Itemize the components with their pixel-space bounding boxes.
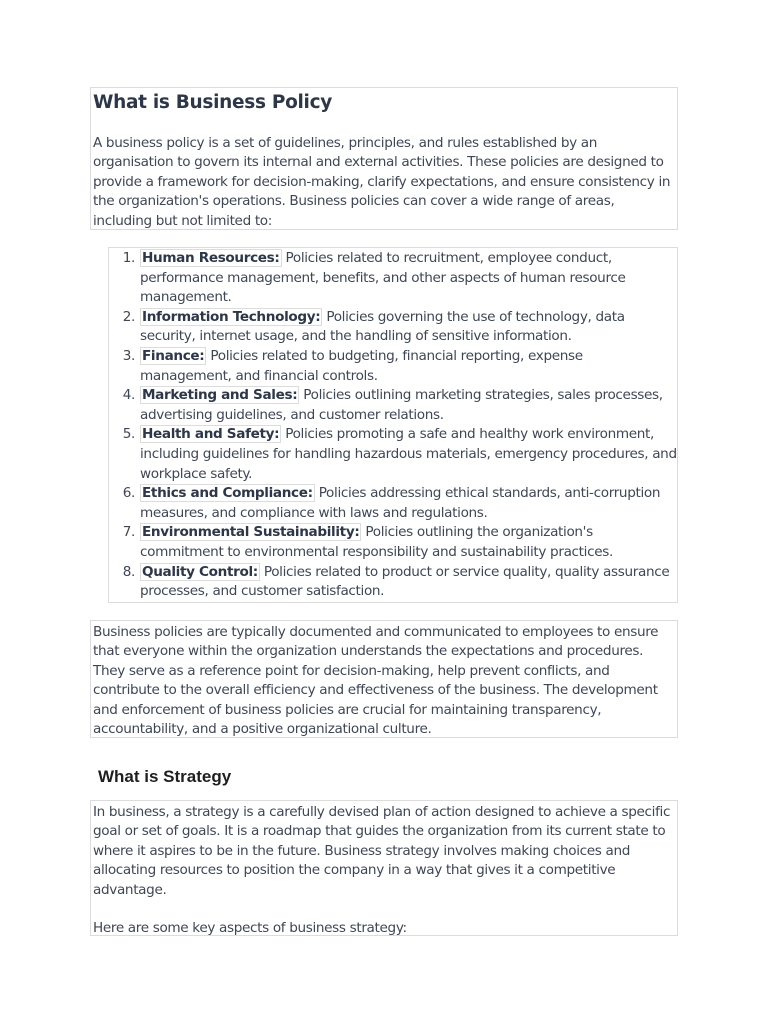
list-item: [109, 249, 677, 308]
policy-areas-list: [109, 249, 677, 602]
list-item-term: Human Resources:: [142, 250, 280, 266]
list-item-number: 1.: [122, 250, 135, 266]
list-item-description: Policies related to recruitment, employee conduct, performance management, benefits, and other aspects of human resource management.: [140, 250, 626, 306]
list-item: [109, 386, 677, 425]
list-item-description: Policies related to product or service quality, quality assurance processes, and customer satisfaction.: [140, 563, 670, 600]
list-item-term: Ethics and Compliance:: [142, 485, 313, 502]
list-item-description: Policies outlining the organization's commitment to environmental responsibility and sustainability practices.: [140, 524, 613, 560]
policy-intro-block: [90, 87, 678, 230]
policy-intro-paragraph: A business policy is a set of guidelines, principles, and rules established by an organisation to govern its internal and external activities. These policies are designed to provide a framework for decision-making, clarify expectations, and ensure consistency in the organization's operations. Business policies can cover a wide range of areas, including but not limited to:: [93, 135, 671, 229]
strategy-block: [90, 800, 678, 936]
list-item: [109, 523, 677, 562]
list-item-number: 5.: [122, 426, 135, 443]
list-item-number: 7.: [122, 524, 135, 541]
strategy-intro-paragraph: In business, a strategy is a carefully devised plan of action designed to achieve a specific goal or set of goals. It is a roadmap that guides the organization from its current state to where it aspires to be in the future. Business strategy involves making choices and allocating resources to position the company in a way that gives it a competitive advantage.: [93, 804, 671, 898]
list-item-description: Policies related to budgeting, financial reporting, expense management, and financial controls.: [140, 347, 583, 384]
strategy-aspects-lead: Here are some key aspects of business strategy:: [93, 920, 407, 937]
list-item-number: 6.: [122, 485, 135, 502]
list-item-term: Health and Safety:: [142, 426, 280, 443]
list-item-term: Marketing and Sales:: [142, 387, 298, 404]
list-item: [109, 563, 677, 602]
list-item-term: Finance:: [142, 347, 205, 364]
policy-closing-block: [90, 620, 678, 738]
list-item-number: 4.: [122, 387, 135, 404]
list-item-number: 2.: [122, 308, 135, 325]
list-item-term: Quality Control:: [142, 563, 258, 580]
list-item-number: 8.: [122, 563, 135, 580]
list-item-description: Policies addressing ethical standards, anti-corruption measures, and compliance with laws and regulations.: [140, 485, 661, 521]
list-item: [109, 308, 677, 347]
list-item-description: Policies promoting a safe and healthy work environment, including guidelines for handling hazardous materials, emergency procedures, and workplace safety.: [140, 426, 677, 482]
policy-areas-list-block: [108, 247, 678, 603]
list-item-number: 3.: [122, 347, 135, 364]
list-item-term: Environmental Sustainability:: [142, 524, 360, 541]
policy-closing-paragraph: Business policies are typically documented and communicated to employees to ensure that everyone within the organization understands the expectations and procedures. They serve as a reference point for decision-making, help prevent conflicts, and contribute to the overall efficiency and effectiveness of the business. The development and enforcement of business policies are crucial for maintaining transparency, accountability, and a positive organizational culture.: [93, 624, 659, 738]
list-item-description: Policies outlining marketing strategies, sales processes, advertising guidelines, and customer relations.: [140, 387, 663, 423]
list-item: [109, 425, 677, 484]
list-item-description: Policies governing the use of technology, data security, internet usage, and the handling of sensitive information.: [140, 308, 625, 345]
list-item: [109, 484, 677, 523]
list-item-term: Information Technology:: [142, 308, 321, 325]
list-item: [109, 347, 677, 386]
page-title: What is Business Policy: [93, 92, 333, 113]
strategy-heading: What is Strategy: [98, 767, 232, 786]
